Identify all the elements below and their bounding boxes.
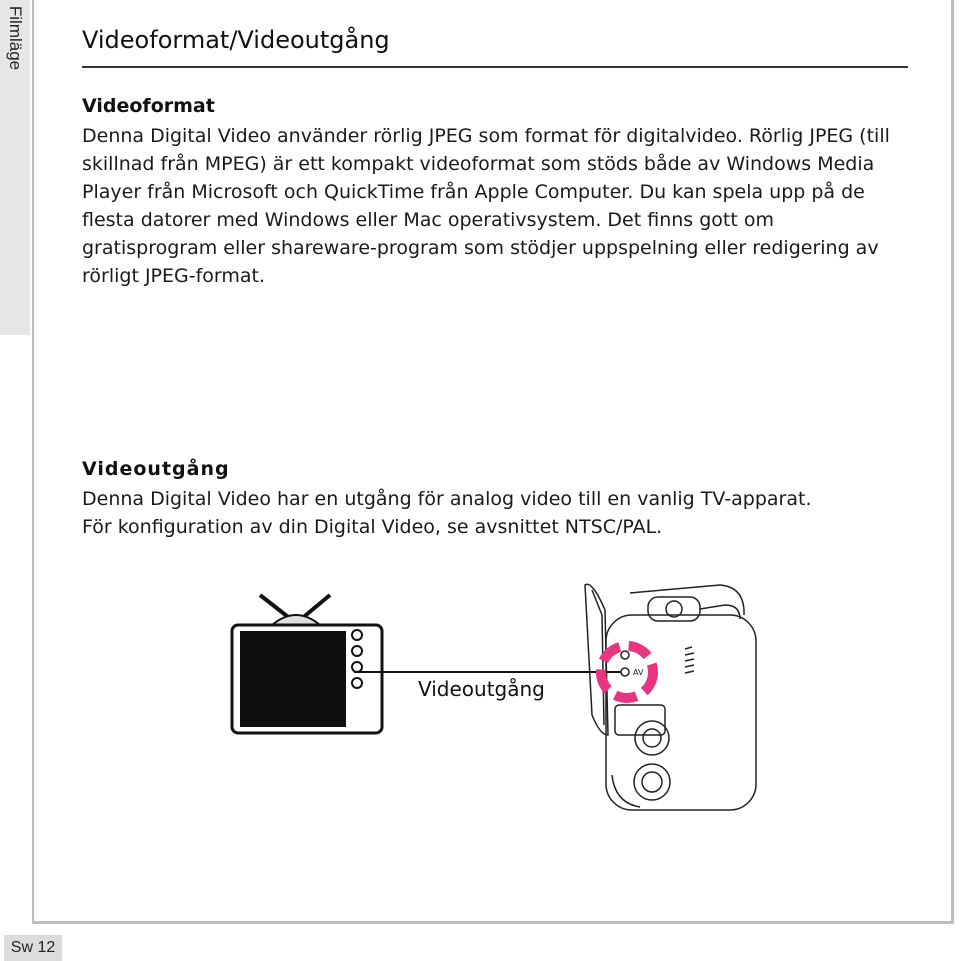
side-tab <box>0 0 30 335</box>
connection-figure <box>220 575 760 815</box>
videoutgang-body: Denna Digital Video har en utgång för analog video till en vanlig TV-apparat. För konfiguration av din Digital Video, se avsnittet NTSC/PAL. <box>82 488 812 538</box>
av-port-label: AV <box>633 668 644 677</box>
title-rule <box>82 66 908 68</box>
videoutgang-callout: Videoutgång <box>418 677 545 701</box>
camcorder-icon <box>585 584 756 810</box>
side-tab-label: Filmläge <box>6 5 25 71</box>
videoformat-body: Denna Digital Video använder rörlig JPEG som format för digitalvideo. Rörlig JPEG (till skillnad från MPEG) är ett kompakt videoformat som stöds både av Windows Media Player från Microsoft och QuickTime från Apple Computer. Du kan spela upp på de flesta datorer med Windows eller Mac operativsystem. Det finns gott om gratisprogram eller shareware-program som stödjer uppspelning eller redigering av rörligt JPEG-format. <box>82 125 890 287</box>
page-title: Videoformat/Videoutgång <box>82 26 390 54</box>
tv-icon <box>232 595 382 733</box>
videoutgang-heading: Videoutgång <box>82 458 230 480</box>
page-number: Sw 12 <box>4 935 62 961</box>
av-port-icon <box>621 668 629 676</box>
videoformat-heading: Videoformat <box>82 95 215 117</box>
